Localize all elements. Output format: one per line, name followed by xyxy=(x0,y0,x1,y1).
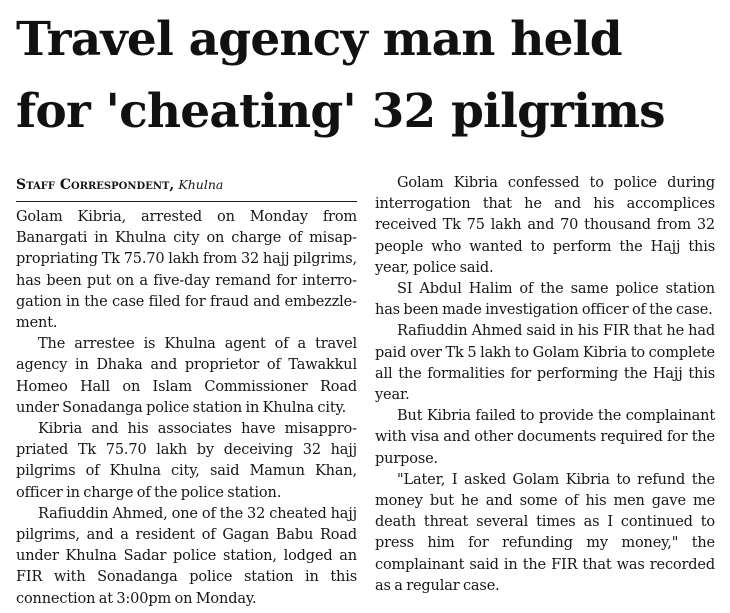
byline xyxy=(16,177,356,194)
byline-divider xyxy=(16,201,357,202)
paragraph: "Later, I asked Golam Kibria to refund the money but he and some of his men gave me death threat several times as I continued to press him for refunding my money," the complainant said in the FIR that was recorded as a regular case. xyxy=(375,471,715,594)
paragraph: Golam Kibria, arrested on Monday from Banargati in Khulna city on charge of misappropriating Tk 75.70 lakh from 32 hajj pilgrims, has been put on a five-day remand for interrogation in the case filed for fraud and embezzlement. xyxy=(16,209,357,332)
article-column-left xyxy=(16,207,357,610)
byline-location: Khulna xyxy=(178,177,224,192)
paragraph: Rafiuddin Ahmed said in his FIR that he had paid over Tk 5 lakh to Golam Kibria to complete all the formalities for performing the Hajj this year. xyxy=(375,323,715,404)
paragraph: The arrestee is Khulna agent of a travel agency in Dhaka and proprietor of Tawakkul Homeo Hall on Islam Commissioner Road under Sonadanga police station in Khulna city. xyxy=(16,336,357,416)
paragraph: Golam Kibria confessed to police during interrogation that he and his accomplices received Tk 75 lakh and 70 thousand from 32 people who wanted to perform the Hajj this year, police said. xyxy=(375,175,715,276)
paragraph: SI Abdul Halim of the same police station has been made investigation officer of the case. xyxy=(375,281,715,319)
paragraph: But Kibria failed to provide the complainant with visa and other documents required for the purpose. xyxy=(375,408,715,467)
paragraph: Rafiuddin Ahmed, one of the 32 cheated hajj pilgrims, and a resident of Gagan Babu Road under Khulna Sadar police station, lodged an FIR with Sonadanga police station in this connection at 3:00pm on Monday. xyxy=(16,505,357,607)
article-column-right xyxy=(375,173,715,597)
headline-line-2: for 'cheating' 32 pilgrims xyxy=(16,84,665,139)
headline-line-1: Travel agency man held xyxy=(16,12,622,67)
paragraph: Kibria and his associates have misappropriated Tk 75.70 lakh by deceiving 32 hajj pilgrims of Khulna city, said Mamun Khan, officer in charge of the police station. xyxy=(16,421,357,501)
byline-author: Staff Correspondent, xyxy=(16,177,175,193)
